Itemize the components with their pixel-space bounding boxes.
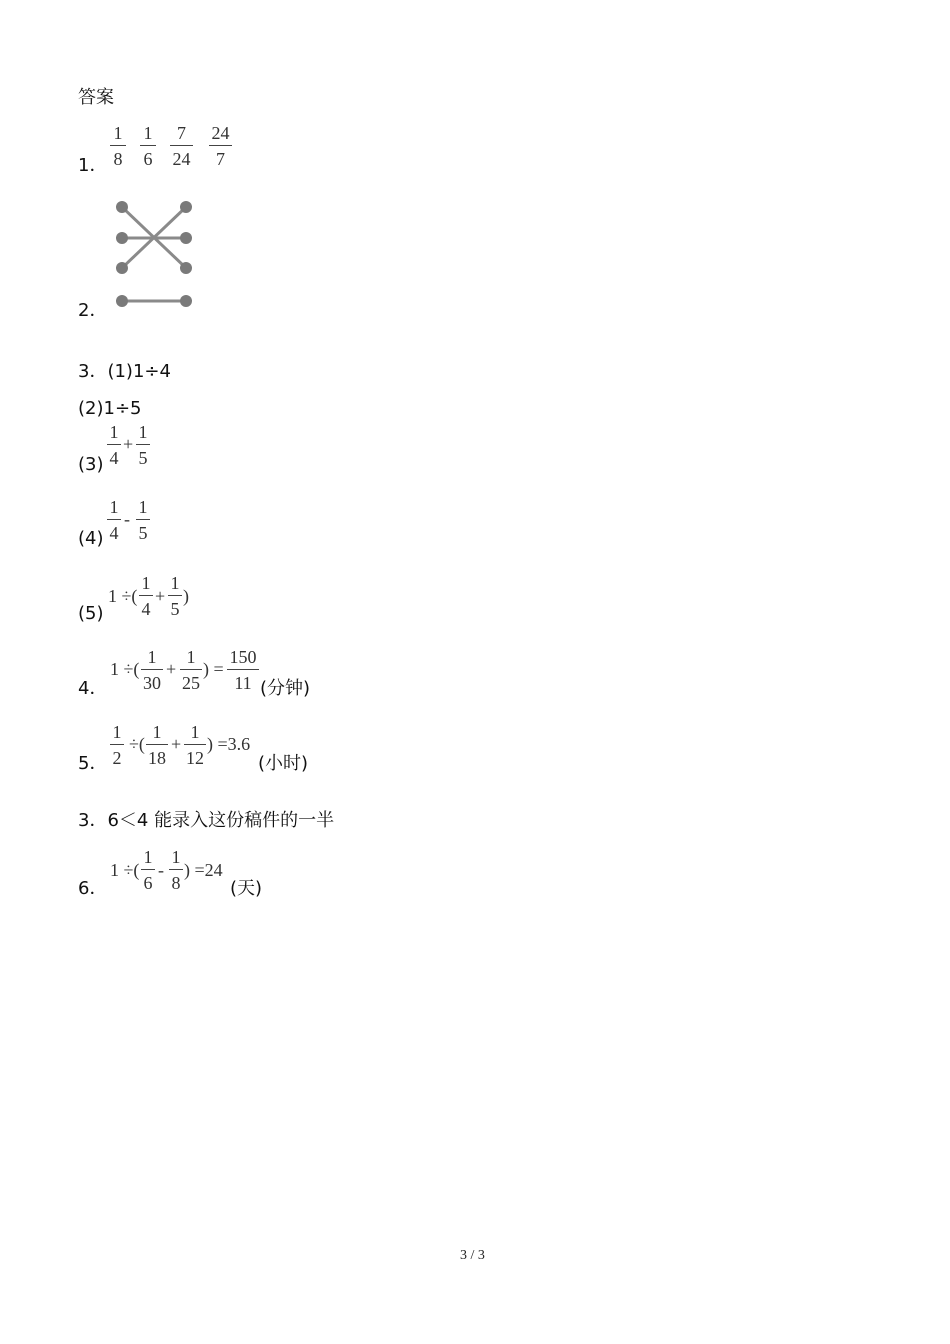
q1-number: 1．: [78, 155, 108, 176]
q5-fraction: 1 12: [186, 722, 204, 768]
q3-part3-fraction: 1 4: [107, 422, 121, 468]
q3-part3-fraction: 1 5: [136, 422, 150, 468]
minus-sign: -: [158, 860, 164, 880]
page-number: 3 / 3: [460, 1248, 485, 1263]
q6-fraction: 1 6: [141, 847, 155, 893]
q4-result-fraction: 150 11: [227, 647, 259, 693]
q4-fraction: 1 30: [143, 647, 161, 693]
q6-prefix: 1 ÷(: [110, 860, 140, 880]
q6-number: 6．: [78, 878, 108, 899]
q3-part5-fraction: 1 5: [168, 573, 182, 619]
q6-unit: (天): [230, 878, 263, 899]
q1-fraction: 7 24: [170, 123, 193, 169]
plus-sign: +: [155, 586, 166, 606]
q3-part4-fraction: 1 4: [107, 497, 121, 543]
q2-matching-diagram: [108, 196, 200, 312]
q4-unit: (分钟): [260, 678, 311, 699]
q4-equals: ) =: [203, 659, 224, 679]
plus-sign: +: [123, 434, 134, 454]
q3-part5-fraction: 1 4: [139, 573, 153, 619]
q5-result: ) =3.6: [207, 734, 251, 754]
q4-number: 4．: [78, 678, 108, 699]
q5-fraction: 1 2: [110, 722, 124, 768]
q3-part4-label: (4): [78, 528, 104, 549]
q3-part3-label: (3): [78, 454, 104, 475]
q2-number: 2．: [78, 300, 108, 321]
q6-result: ) =24: [184, 860, 223, 880]
plus-sign: +: [166, 659, 177, 679]
q5-fraction: 1 18: [148, 722, 166, 768]
q6-fraction: 1 8: [169, 847, 183, 893]
q1-fraction: 1 8: [110, 123, 126, 169]
q3-part5-prefix: 1 ÷(: [108, 586, 138, 606]
answer-heading: 答案: [78, 87, 114, 108]
q5-divide-open: ÷(: [129, 734, 145, 754]
q3-part5-suffix: ): [183, 586, 189, 606]
q3-part1: 3．(1)1÷4: [78, 361, 171, 382]
q1-fraction: 1 6: [140, 123, 156, 169]
plus-sign: +: [171, 734, 182, 754]
q5-number: 5．: [78, 753, 108, 774]
q3-part2: (2)1÷5: [78, 398, 142, 419]
q3-comparison-line: 3．6＜4 能录入这份稿件的一半: [78, 810, 335, 831]
q3-part4-fraction: 1 5: [136, 497, 150, 543]
q4-prefix: 1 ÷(: [110, 659, 140, 679]
q4-fraction: 1 25: [182, 647, 200, 693]
q1-fraction: 24 7: [209, 123, 232, 169]
q3-part5-label: (5): [78, 603, 104, 624]
minus-sign: -: [124, 509, 130, 529]
q5-unit: (小时): [258, 753, 309, 774]
